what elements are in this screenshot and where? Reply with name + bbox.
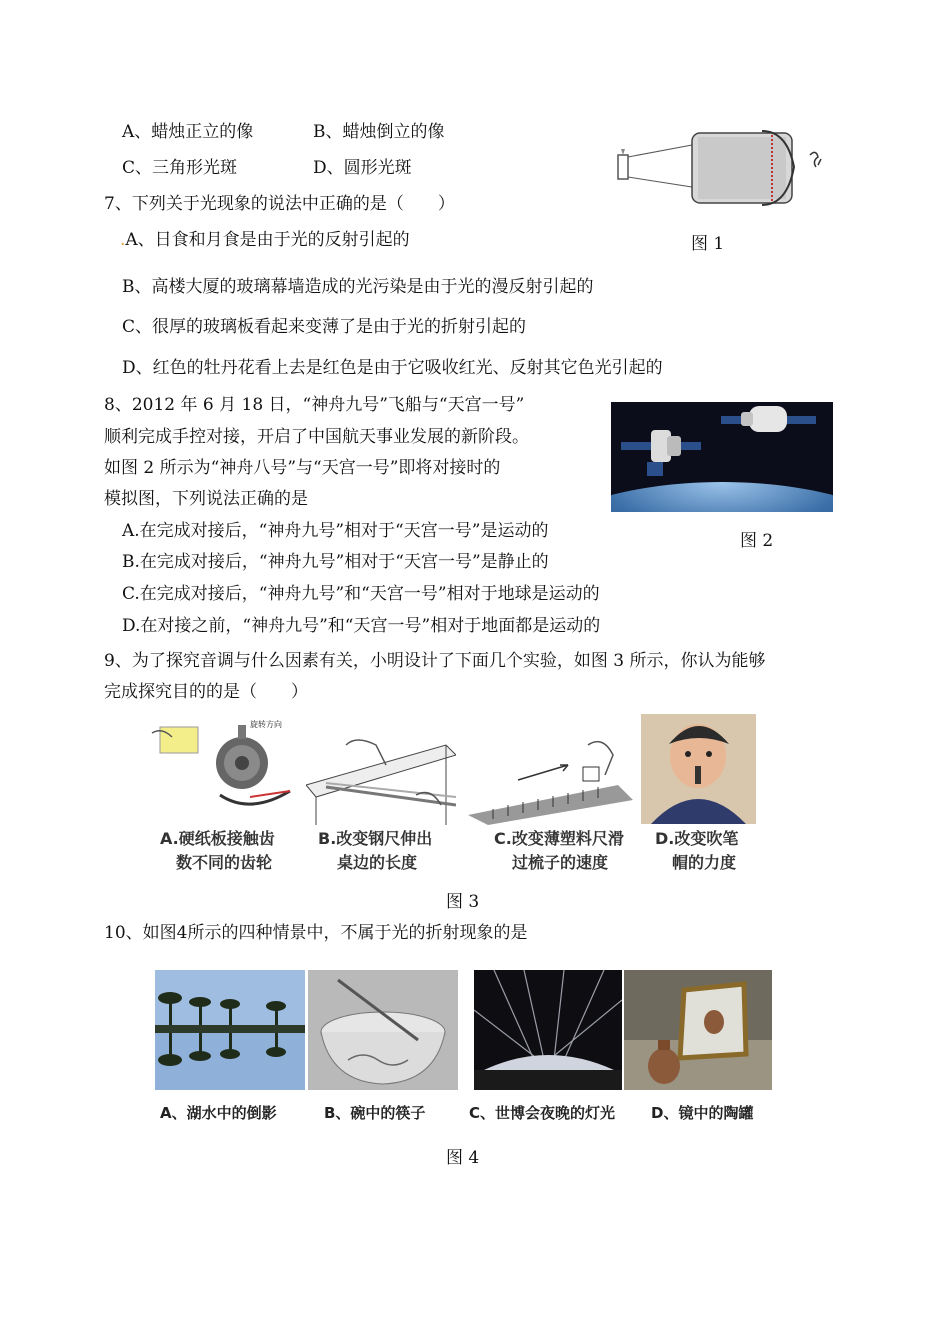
q8-option-d: D.在对接之前，“神舟九号”和“天宫一号”相对于地面都是运动的: [122, 616, 601, 636]
pinhole-camera-figure: [612, 125, 832, 210]
rotation-direction-label: 旋转方向: [250, 720, 282, 729]
q8-stem-line-2: 顺利完成手控对接，开启了中国航天事业发展的新阶段。: [104, 427, 529, 447]
fig3-panel-a-caption-line-2: 数不同的齿轮: [176, 853, 273, 872]
bowl-chopsticks-photo: [308, 970, 458, 1090]
fig4-panel-b-caption: B、碗中的筷子: [324, 1104, 426, 1122]
fig4-panel-d-caption: D、镜中的陶罐: [651, 1104, 754, 1122]
q6-option-a: A、蜡烛正立的像: [122, 122, 254, 142]
fig4-panel-c-caption: C、世博会夜晚的灯光: [469, 1104, 616, 1122]
boy-blowing-pen-cap-photo: [641, 714, 756, 824]
fig3-panel-d-caption-line-2: 帽的力度: [672, 853, 737, 872]
q7-option-d: D、红色的牡丹花看上去是红色是由于它吸收红光、反射其它色光引起的: [122, 358, 663, 378]
fig3-panel-a-caption-line-1: A.硬纸板接触齿: [160, 829, 275, 848]
q6-option-c: C、三角形光斑: [122, 158, 238, 178]
figure-1-caption: 图 1: [691, 234, 725, 254]
q8-option-a: A.在完成对接后，“神舟九号”相对于“天宫一号”是运动的: [122, 521, 549, 541]
q9-stem-line-2: 完成探究目的的是（ ）: [104, 682, 308, 702]
figure-3-caption: 图 3: [446, 892, 480, 912]
expo-night-lights-photo: [474, 970, 622, 1090]
edit-mark-icon: .: [120, 230, 126, 250]
q8-option-b: B.在完成对接后，“神舟九号”相对于“天宫一号”是静止的: [122, 552, 549, 572]
fig3-panel-d-caption-line-1: D.改变吹笔: [655, 829, 739, 848]
fig4-panel-a-caption: A、湖水中的倒影: [160, 1104, 277, 1122]
mirror-pottery-jar-photo: [624, 970, 772, 1090]
spacecraft-docking-figure: [611, 402, 833, 512]
q7-option-a: [120, 229, 410, 251]
q10-stem: 10、如图4所示的四种情景中，不属于光的折射现象的是: [104, 923, 528, 943]
q7-option-a-text: A、日食和月食是由于光的反射引起的: [125, 230, 410, 250]
fig3-panel-c-caption-line-1: C.改变薄塑料尺滑: [494, 829, 624, 848]
fig3-panel-c-caption-line-2: 过梳子的速度: [512, 853, 609, 872]
q8-stem-line-4: 模拟图，下列说法正确的是: [104, 489, 308, 509]
figure-4-caption: 图 4: [446, 1148, 480, 1168]
fig3-panel-b-caption-line-1: B.改变钢尺伸出: [318, 829, 433, 848]
q7-option-b: B、高楼大厦的玻璃幕墙造成的光污染是由于光的漫反射引起的: [122, 277, 594, 297]
q8-stem-line-1: 8、2012 年 6 月 18 日，“神舟九号”飞船与“天宫一号”: [104, 395, 525, 415]
q6-option-d: D、圆形光斑: [313, 158, 412, 178]
q8-stem-line-3: 如图 2 所示为“神舟八号”与“天宫一号”即将对接时的: [104, 458, 501, 478]
q6-option-b: B、蜡烛倒立的像: [313, 122, 445, 142]
comb-experiment-image: [458, 725, 638, 825]
q8-option-c: C.在完成对接后，“神舟九号”和“天宫一号”相对于地球是运动的: [122, 584, 600, 604]
figure-2-caption: 图 2: [740, 531, 774, 551]
q9-stem-line-1: 9、为了探究音调与什么因素有关，小明设计了下面几个实验，如图 3 所示，你认为能够: [104, 651, 766, 671]
steel-ruler-experiment-image: [306, 725, 456, 825]
q7-option-c: C、很厚的玻璃板看起来变薄了是由于光的折射引起的: [122, 317, 527, 337]
lake-reflection-photo: [155, 970, 305, 1090]
q7-stem: 7、下列关于光现象的说法中正确的是（ ）: [104, 194, 455, 214]
gear-cardboard-experiment-image: [150, 715, 305, 825]
fig3-panel-b-caption-line-2: 桌边的长度: [337, 853, 418, 872]
